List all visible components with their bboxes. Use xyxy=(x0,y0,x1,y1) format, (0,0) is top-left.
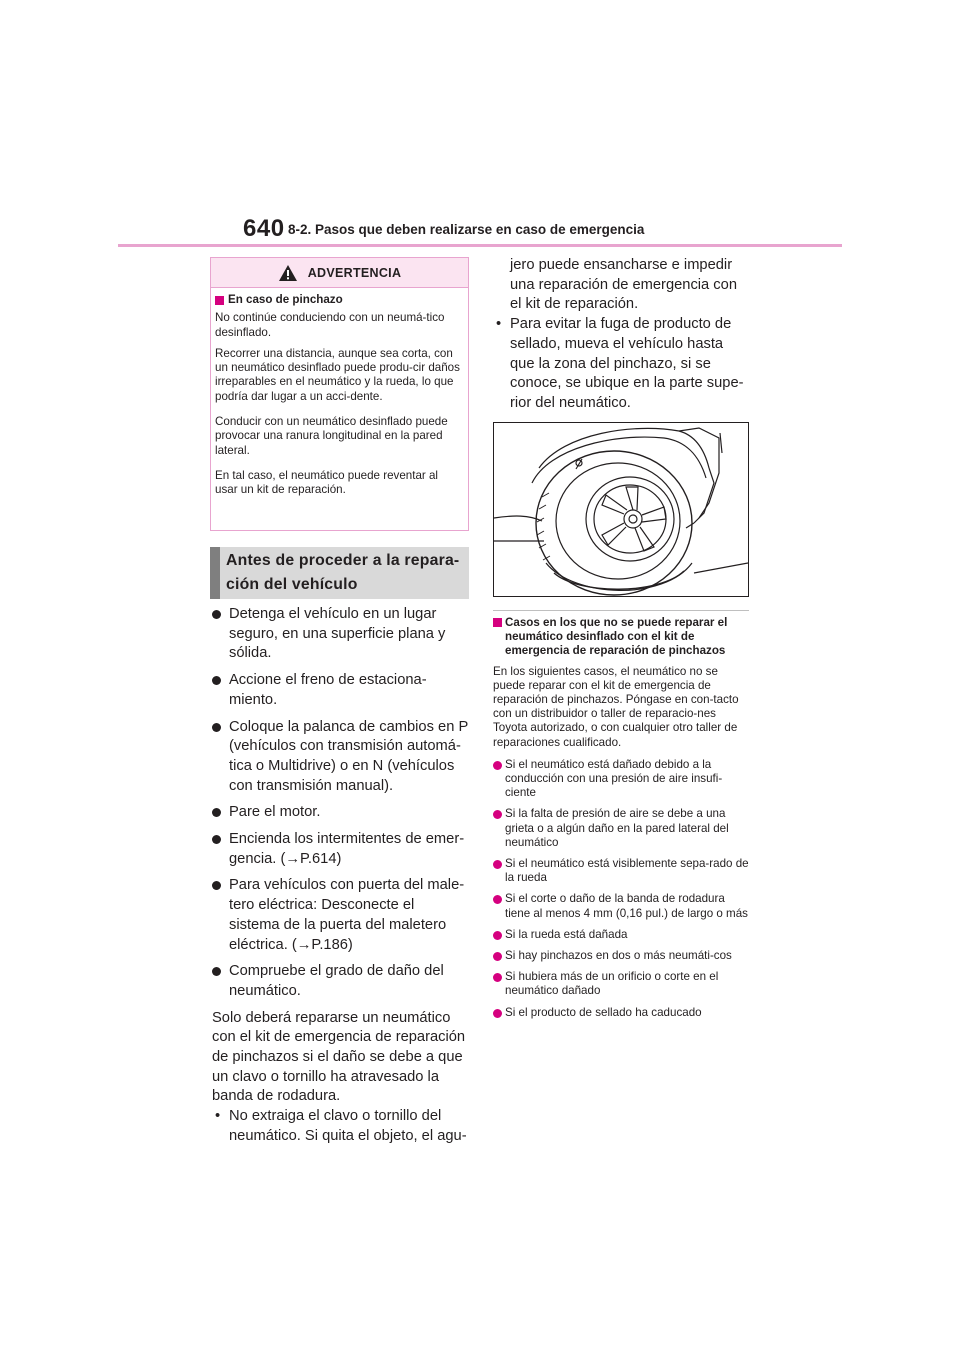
right-column-cases xyxy=(493,616,751,1027)
case-text: Si el producto de sellado ha caducado xyxy=(505,1005,702,1019)
page-number: 640 xyxy=(243,215,285,242)
left-column xyxy=(212,605,468,1147)
cases-heading xyxy=(493,616,751,659)
header-rule xyxy=(118,244,842,247)
step-item xyxy=(212,671,468,710)
step-text: Coloque la palanca de cambios en P (vehículos con transmisión automá-tica o Multidrive) o en N (vehículos con transmisión manual). xyxy=(229,718,468,794)
sub-note-text: jero puede ensancharse e impedir una reparación de emergencia con el kit de reparación. xyxy=(510,257,737,313)
sub-note-marker: • xyxy=(215,1108,221,1125)
warning-paragraph: No continúe conduciendo con un neumá-tico desinflado. xyxy=(215,311,445,339)
bullet-dot-icon xyxy=(212,808,221,817)
case-item xyxy=(493,949,751,963)
pink-bullet-icon xyxy=(493,860,502,869)
case-item xyxy=(493,857,751,885)
step-item xyxy=(212,830,468,869)
warning-paragraph: Conducir con un neumático desinflado puede provocar una ranura longitudinal en la pared lateral. xyxy=(215,415,448,457)
square-bullet-icon xyxy=(215,296,224,305)
cases-intro: En los siguientes casos, el neumático no se puede reparar con el kit de emergencia de reparación de pinchazos. Póngase en con-tacto con un distribuidor o taller de reparacio-nes Toyota autorizado, o con cualquier otro taller de reparaciones cualificado. xyxy=(493,664,739,749)
warning-paragraph: Recorrer una distancia, aunque sea corta, con un neumático desinflado puede produ-cir daños irreparables en el neumático y la rueda, lo que podría dar lugar a un acci-dente. xyxy=(215,346,460,403)
case-item xyxy=(493,892,751,920)
bullet-dot-icon xyxy=(212,723,221,732)
section-heading-text: Antes de proceder a la repara-ción del vehículo xyxy=(226,552,460,593)
warning-heading-text: En caso de pinchazo xyxy=(228,293,343,306)
warning-heading xyxy=(215,293,462,307)
square-bullet-icon xyxy=(493,618,502,627)
step-text: Detenga el vehículo en un lugar seguro, en una superficie plana y sólida. xyxy=(229,606,446,662)
repair-note: Solo deberá repararse un neumático con el kit de emergencia de reparación de pinchazos si el daño se debe a que un clavo o tornillo ha atravesado la banda de rodadura. xyxy=(212,1009,466,1105)
bullet-dot-icon xyxy=(212,676,221,685)
case-text: Si hay pinchazos en dos o más neumáti-cos xyxy=(505,949,732,963)
step-item xyxy=(212,876,468,955)
chapter-title: 8-2. Pasos que deben realizarse en caso de emergencia xyxy=(288,222,645,237)
flat-tire-illustration xyxy=(493,422,749,597)
case-text: Si hubiera más de un orificio o corte en el neumático dañado xyxy=(505,970,719,998)
warning-box xyxy=(210,257,469,531)
case-item xyxy=(493,970,751,998)
case-item xyxy=(493,758,751,801)
step-text: Accione el freno de estaciona-miento. xyxy=(229,672,427,708)
sub-note xyxy=(212,1107,468,1146)
pink-bullet-icon xyxy=(493,810,502,819)
pink-bullet-icon xyxy=(493,952,502,961)
warning-triangle-icon xyxy=(278,264,298,282)
pink-bullet-icon xyxy=(493,895,502,904)
warning-header xyxy=(211,258,468,288)
warning-paragraph: En tal caso, el neumático puede reventar al usar un kit de reparación. xyxy=(215,468,438,497)
step-text: Encienda los intermitentes de emer-gencia. (→P.614) xyxy=(229,831,465,867)
case-text: Si la rueda está dañada xyxy=(505,927,628,941)
sub-note xyxy=(493,315,749,414)
step-text: Compruebe el grado de daño del neumático. xyxy=(229,963,444,999)
bullet-dot-icon xyxy=(212,835,221,844)
bullet-dot-icon xyxy=(212,610,221,619)
step-item xyxy=(212,718,468,797)
step-text: Para vehículos con puerta del male-tero eléctrica: Desconecte el sistema de la puerta del maletero eléctrica. (→P.186) xyxy=(229,877,465,953)
warning-body xyxy=(211,288,468,498)
case-text: Si el corte o daño de la banda de rodadura tiene al menos 4 mm (0,16 pul.) de largo o más xyxy=(505,892,748,920)
bullet-dot-icon xyxy=(212,967,221,976)
step-text: Pare el motor. xyxy=(229,804,321,821)
section-heading xyxy=(210,547,469,599)
pink-bullet-icon xyxy=(493,931,502,940)
pink-bullet-icon xyxy=(493,1009,502,1018)
case-text: Si el neumático está dañado debido a la conducción con una presión de aire insufi-ciente xyxy=(505,757,723,800)
step-item xyxy=(212,803,468,823)
case-text: Si el neumático está visiblemente sepa-rado de la rueda xyxy=(505,857,749,885)
sub-note-text: No extraiga el clavo o tornillo del neumático. Si quita el objeto, el agu- xyxy=(229,1108,467,1144)
figure-divider xyxy=(493,610,749,611)
sub-note-text: Para evitar la fuga de producto de sellado, mueva el vehículo hasta que la zona del pinchazo, si se conoce, se ubique en la parte supe-rior del neumático. xyxy=(510,316,744,411)
step-item xyxy=(212,605,468,664)
case-text: Si la falta de presión de aire se debe a una grieta o a algún daño en la pared lateral del neumático xyxy=(505,807,729,849)
case-item xyxy=(493,807,751,850)
bullet-dot-icon xyxy=(212,881,221,890)
cases-heading-text: Casos en los que no se puede reparar el neumático desinflado con el kit de emergencia de reparación de pinchazos xyxy=(505,616,728,658)
case-item xyxy=(493,928,751,942)
right-column-top xyxy=(493,256,749,414)
pink-bullet-icon xyxy=(493,973,502,982)
warning-title: ADVERTENCIA xyxy=(307,265,402,280)
pink-bullet-icon xyxy=(493,761,502,770)
case-item xyxy=(493,1006,751,1020)
sub-note-continued xyxy=(493,256,749,315)
step-item xyxy=(212,962,468,1001)
sub-note-marker: • xyxy=(496,316,502,333)
